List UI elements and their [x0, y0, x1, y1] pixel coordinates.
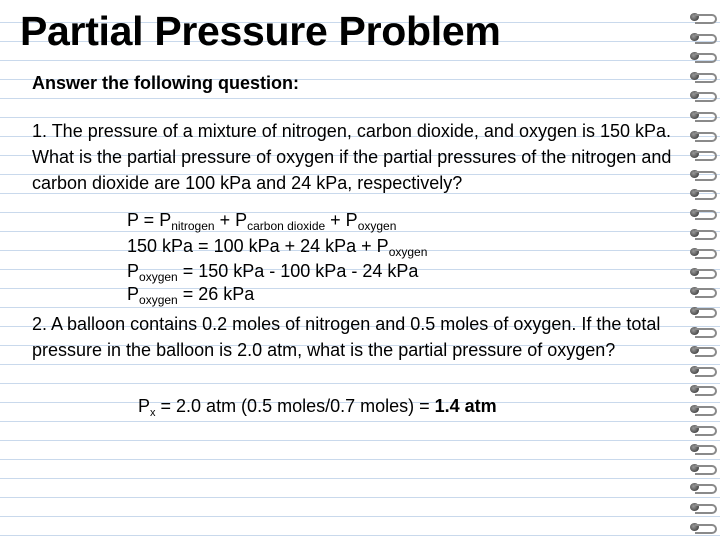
final-answer: 1.4 atm [434, 396, 497, 416]
spiral-ring-icon [690, 502, 716, 512]
spiral-ring-icon [690, 306, 716, 316]
eq1-sub-carbon-dioxide: carbon dioxide [247, 219, 326, 233]
eq4-part-a: P [127, 284, 140, 304]
eq2-part-a: 150 kPa = 100 kPa + 24 kPa + P [127, 236, 389, 256]
spiral-ring-icon [690, 188, 716, 198]
spiral-ring-icon [690, 208, 716, 218]
eq3-part-b: = 150 kPa - 100 kPa - 24 kPa [177, 261, 419, 281]
eq1-sub-nitrogen: nitrogen [171, 219, 215, 233]
spiral-ring-icon [690, 482, 716, 492]
eq2-sub-oxygen: oxygen [388, 245, 428, 259]
question-1: 1. The pressure of a mixture of nitrogen, carbon dioxide, and oxygen is 150 kPa. What is the partial pressure of oxygen if the partial pressures of the nitrogen and carbon dioxide are 100 kPa and 24 kPa, respectively? [32, 121, 672, 193]
spiral-ring-icon [690, 130, 716, 140]
equation-line-4 [127, 284, 254, 310]
spiral-ring-icon [690, 286, 716, 296]
spiral-ring-icon [690, 345, 716, 355]
eq4-sub-oxygen: oxygen [139, 293, 178, 307]
equation-line-1 [127, 210, 396, 236]
spiral-ring-icon [690, 110, 716, 120]
spiral-ring-icon [690, 463, 716, 473]
instruction-text: Answer the following question: [32, 73, 299, 93]
eq3-sub-oxygen: oxygen [139, 270, 178, 284]
eq1-part-a: P = P [127, 210, 172, 230]
question-2: 2. A balloon contains 0.2 moles of nitrogen and 0.5 moles of oxygen. If the total pressure in the balloon is 2.0 atm, what is the partial pressure of oxygen? [32, 314, 661, 360]
equation-line-2 [127, 236, 427, 262]
spiral-ring-icon [690, 326, 716, 336]
spiral-ring-icon [690, 51, 716, 61]
spiral-ring-icon [690, 149, 716, 159]
eq1-part-c: + P [325, 210, 358, 230]
spiral-ring-icon [690, 169, 716, 179]
spiral-ring-icon [690, 32, 716, 42]
spiral-ring-icon [690, 12, 716, 22]
eq3-part-a: P [127, 261, 140, 281]
spiral-ring-icon [690, 443, 716, 453]
spiral-ring-icon [690, 424, 716, 434]
page-title: Partial Pressure Problem [20, 8, 501, 54]
spiral-ring-icon [690, 384, 716, 394]
ans-part-a: P [138, 396, 151, 416]
ans-part-b: = 2.0 atm (0.5 moles/0.7 moles) = [155, 396, 435, 416]
spiral-ring-icon [690, 522, 716, 532]
spiral-ring-icon [690, 228, 716, 238]
eq4-part-b: = 26 kPa [177, 284, 255, 304]
spiral-ring-icon [690, 90, 716, 100]
eq1-part-b: + P [214, 210, 248, 230]
answer-line-2 [138, 396, 497, 419]
spiral-ring-icon [690, 267, 716, 277]
spiral-ring-icon [690, 365, 716, 375]
spiral-binding [680, 0, 720, 540]
spiral-ring-icon [690, 71, 716, 81]
spiral-ring-icon [690, 247, 716, 257]
spiral-ring-icon [690, 404, 716, 414]
eq1-sub-oxygen: oxygen [357, 219, 397, 233]
ans-sub-x: x [150, 407, 156, 419]
